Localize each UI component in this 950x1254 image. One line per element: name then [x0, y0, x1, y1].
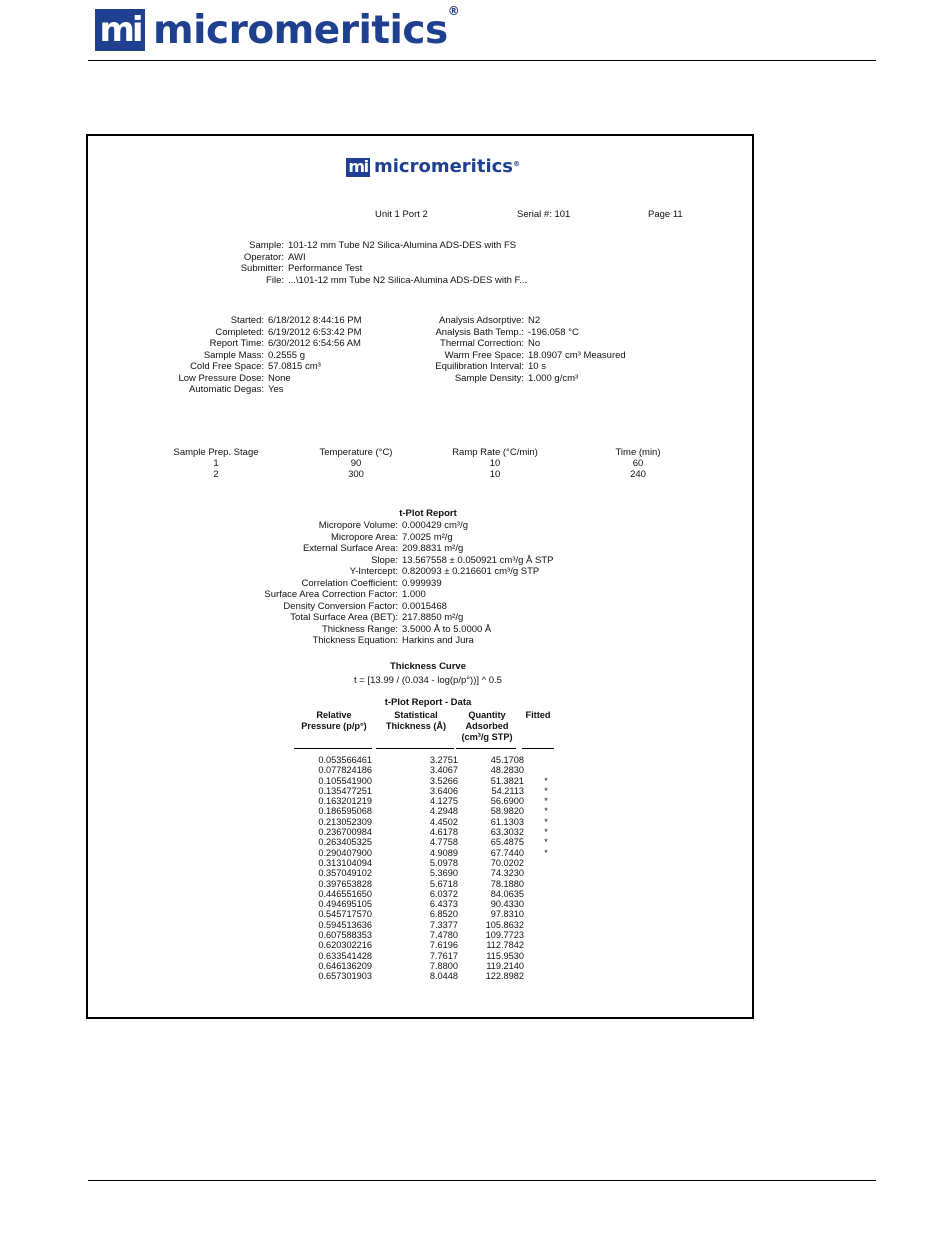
- table-row: [294, 837, 564, 847]
- table-row: [294, 920, 564, 930]
- table-row: [294, 971, 564, 981]
- fitted-cell: [528, 909, 564, 919]
- thickness-cell: 7.3377: [429, 919, 458, 930]
- quantity-cell: 109.7723: [485, 930, 524, 941]
- fitted-cell: *: [544, 816, 548, 827]
- relative-pressure-cell: 0.657301903: [318, 971, 372, 982]
- header-rule: [88, 60, 876, 61]
- thickness-cell: 7.6196: [429, 940, 458, 951]
- thickness-cell: 6.8520: [429, 909, 458, 920]
- thickness-curve-title: Thickness Curve: [389, 661, 467, 672]
- quantity-cell: 56.6900: [490, 796, 524, 807]
- fitted-cell: *: [544, 837, 548, 848]
- relative-pressure-cell: 0.135477251: [318, 785, 372, 796]
- fitted-cell: *: [544, 796, 548, 807]
- thickness-cell: 5.3690: [429, 868, 458, 879]
- relative-pressure-cell: 0.646136209: [318, 960, 372, 971]
- relative-pressure-cell: 0.163201219: [318, 796, 372, 807]
- registered-mark: ®: [447, 3, 460, 18]
- fitted-cell: *: [544, 806, 548, 817]
- thickness-cell: 5.6718: [429, 878, 458, 889]
- submitter-value: Performance Test: [288, 263, 363, 274]
- prep-cell: 300: [348, 469, 364, 480]
- table-row: [294, 889, 564, 899]
- serial-number: Serial #: 101: [517, 209, 571, 220]
- thickness-cell: 4.7758: [429, 837, 458, 848]
- fitted-cell: *: [544, 775, 548, 786]
- quantity-cell: 119.2140: [486, 960, 524, 971]
- quantity-cell: 61.1303: [490, 816, 524, 827]
- unit-port: Unit 1 Port 2: [375, 209, 428, 220]
- mi-logo-mark: mi: [95, 9, 145, 51]
- brand-name: micromeritics®: [153, 3, 460, 53]
- header-underline: [456, 748, 516, 749]
- tplot-title: t-Plot Report: [399, 508, 457, 519]
- relative-pressure-cell: 0.213052309: [318, 816, 372, 827]
- thickness-cell: 8.0448: [429, 971, 458, 982]
- thickness-cell: 4.4502: [429, 816, 458, 827]
- relative-pressure-cell: 0.290407900: [318, 847, 372, 858]
- thickness-cell: 7.4780: [429, 930, 458, 941]
- thickness-curve-equation: t = [13.99 / (0.034 - log(p/p°))] ^ 0.5: [354, 675, 502, 686]
- fitted-cell: [528, 879, 564, 889]
- relative-pressure-cell: 0.077824186: [318, 765, 372, 776]
- quantity-cell: 63.3032: [490, 827, 524, 838]
- relative-pressure-cell: 0.494695105: [318, 899, 372, 910]
- fitted-cell: [528, 971, 564, 981]
- thickness-cell: 4.1275: [429, 796, 458, 807]
- table-row: [294, 940, 564, 950]
- table-row: [294, 755, 564, 765]
- report-logo: [346, 157, 520, 177]
- table-row: [294, 899, 564, 909]
- table-row: [294, 879, 564, 889]
- relative-pressure-cell: 0.446551650: [318, 888, 372, 899]
- thickness-cell: 6.4373: [429, 899, 458, 910]
- header-underline: [294, 748, 372, 749]
- footer-rule: [88, 1180, 876, 1181]
- table-row: [294, 765, 564, 775]
- fitted-cell: [528, 961, 564, 971]
- quantity-cell: 65.4875: [490, 837, 524, 848]
- quantity-cell: 67.7440: [490, 847, 524, 858]
- thickness-cell: 6.0372: [429, 888, 458, 899]
- prep-cell: 90: [350, 458, 362, 469]
- tplot-data-title: t-Plot Report - Data: [384, 697, 472, 708]
- quantity-cell: 51.3821: [490, 775, 524, 786]
- thickness-cell: 3.5266: [429, 775, 458, 786]
- thickness-cell: 4.6178: [429, 827, 458, 838]
- prep-cell: 240: [630, 469, 646, 480]
- page-number: Page 11: [648, 209, 683, 220]
- relative-pressure-cell: 0.236700984: [318, 827, 372, 838]
- fitted-cell: [528, 755, 564, 765]
- relative-pressure-cell: 0.545717570: [318, 909, 372, 920]
- table-row: [294, 848, 564, 858]
- sample-name: 101-12 mm Tube N2 Silica-Alumina ADS-DES with FS: [288, 240, 517, 251]
- relative-pressure-cell: 0.594513636: [318, 919, 372, 930]
- tplot-results: Micropore Volume: 0.000429 cm³/g Micropore Area: 7.0025 m²/g External Surface Area: 209.8831 m²/g Slope: 13.567558 ± 0.050921 cm³/g Å STP Y-Intercept: 0.820093 ± 0.216601 cm³/g STP Correlation Coefficient: 0.999939 Surface Area Correction Factor: 1.000 Density Conversion Factor: 0.0015468 Total Surface Area (BET): 217.8850 m²/g Thickness Range: 3.5000 Å to 5.0000 Å Thickness Equation: Harkins and Jura: [264, 520, 554, 646]
- quantity-cell: 70.0202: [490, 857, 524, 868]
- relative-pressure-cell: 0.105541900: [318, 775, 372, 786]
- quantity-cell: 54.2113: [491, 785, 524, 796]
- col-quantity-adsorbed: Quantity Adsorbed (cm³/g STP): [461, 710, 513, 742]
- table-row: [294, 961, 564, 971]
- quantity-cell: 122.8982: [485, 971, 524, 982]
- col-fitted: Fitted: [525, 710, 551, 720]
- quantity-cell: 90.4330: [490, 899, 524, 910]
- header-underline: [522, 748, 554, 749]
- quantity-cell: 105.8632: [485, 919, 524, 930]
- quantity-cell: 58.9820: [490, 806, 524, 817]
- thickness-cell: 4.2948: [429, 806, 458, 817]
- relative-pressure-cell: 0.313104094: [318, 857, 372, 868]
- prep-cell: 1: [213, 458, 219, 469]
- tplot-data-table: [294, 755, 564, 982]
- table-row: [294, 858, 564, 868]
- relative-pressure-cell: 0.397653828: [318, 878, 372, 889]
- operator-value: AWI: [288, 251, 306, 263]
- report-figure: mi micromeritics® Unit 1 Port 2 Serial #: 101 Page 11 Sample: 101-12 mm Tube N2 Silica-Alumina ADS-DES with FS Operator: AWI Submitter: Performance Test File: ...\101-12 mm Tube N2 Silica-Alumina ADS-DES with F... Started: 6/18/2012 8:44:16 PM Completed: 6/19/2012 6:53:42 PM Report Time: 6/30/2012 6:54:56 AM Sample Mass: 0.2555 g Cold Free Space: 57.0815 cm³ Low Pressure Dose: None Automatic Degas: Yes Analysis Adsorptive: N2 Analysis Bath Temp.: -196.058 °C Thermal Correction: No Warm Free Space: 18.0907 cm³ Measured Equilibration Interval: 10 s Sample Density: 1.000 g/cm³ Sample Prep. Stage Temperature (°C) Ramp Rate (°C/min) Time (min) 1 90 10 60 2 300 10 240 t-Plot Report Micropore Volume: 0.000429 cm³/g Micropore Area: 7.0025 m²/g External Surface Area: 209.8831 m²/g Slope: 13.567558 ± 0.050921 cm³/g Å STP Y-Intercept: 0.820093 ± 0.216601 cm³/g STP Correlation Coefficient: 0.999939 Surface Area Correction Factor: 1.000 Density Conversion Factor: 0.0015468 Total Surface Area (BET): 217.8850 m²/g Thickness Range: 3.5000 Å to 5.0000 Å Thickness Equation: Harkins and Jura Thickness Curve t = [13.99 / (0.034 - log(p/p°))] ^ 0.5 t-Plot Report - Data Relative Pressure (p/p°) Statistical Thickness (Å) Quantity Adsorbed (cm³/g STP) Fitted 0.053566461 3.2751 45.1708 0.077824186 3.4067 48.2830 0.105541900 3.5266 51.3821 * 0.135477251 3.6406 54.2113 * 0.163201219 4.1275 56.6900 * 0.186595068 4.2948 58.9820 * 0.213052309 4.4502 61.1303 * 0.236700984 4.6178 63.3032 * 0.263405325 4.7758 65.4875 * 0.290407900 4.9089 67.7440 * 0.313104094 5.0978 70.0202 0.357049102 5.3690 74.3230 0.397653828 5.6718 78.1880 0.446551650 6.0372 84.0635 0.494695105 6.4373 90.4330 0.545717570 6.8520 97.8310 0.594513636 7.3377 105.8632 0.607588353 7.4780 109.7723 0.620302216 7.6196 112.7842 0.633541428 7.7617 115.9530 0.646136209 7.8800 119.2140 0.657301903 8.0448 122.8982: [86, 134, 754, 1019]
- header-underline: [376, 748, 454, 749]
- table-row: [294, 868, 564, 878]
- col-relative-pressure: Relative Pressure (p/p°): [301, 710, 367, 731]
- quantity-cell: 48.2830: [490, 765, 524, 776]
- relative-pressure-cell: 0.186595068: [318, 806, 372, 817]
- file-value: ...\101-12 mm Tube N2 Silica-Alumina ADS-DES with F...: [288, 274, 528, 286]
- relative-pressure-cell: 0.620302216: [318, 940, 372, 951]
- fitted-cell: [528, 868, 564, 878]
- thickness-cell: 3.4067: [429, 765, 458, 776]
- table-row: [294, 930, 564, 940]
- table-row: [294, 776, 564, 786]
- fitted-cell: [528, 951, 564, 961]
- relative-pressure-cell: 0.053566461: [318, 755, 372, 765]
- thickness-cell: 3.2751: [429, 755, 458, 765]
- report-mi-logo-mark: mi: [346, 158, 370, 177]
- table-row: [294, 796, 564, 806]
- quantity-cell: 78.1880: [490, 878, 524, 889]
- prep-cell: 10: [489, 469, 501, 480]
- fitted-cell: *: [544, 827, 548, 838]
- micromeritics-logo: [95, 3, 460, 53]
- relative-pressure-cell: 0.633541428: [318, 950, 372, 961]
- fitted-cell: [528, 765, 564, 775]
- thickness-cell: 7.8800: [429, 960, 458, 971]
- fitted-cell: *: [544, 785, 548, 796]
- fitted-cell: [528, 899, 564, 909]
- table-row: [294, 909, 564, 919]
- quantity-cell: 74.3230: [490, 868, 524, 879]
- prep-cell: 60: [632, 458, 644, 469]
- quantity-cell: 45.1708: [490, 755, 524, 765]
- thickness-cell: 4.9089: [429, 847, 458, 858]
- run-info-right: Analysis Adsorptive: N2 Analysis Bath Temp.: -196.058 °C Thermal Correction: No Warm Free Space: 18.0907 cm³ Measured Equilibration Interval: 10 s Sample Density: 1.000 g/cm³: [435, 315, 626, 384]
- fitted-cell: [528, 920, 564, 930]
- report-brand-name: micromeritics®: [374, 156, 521, 178]
- fitted-cell: [528, 889, 564, 899]
- quantity-cell: 97.8310: [490, 909, 524, 920]
- fitted-cell: *: [544, 847, 548, 858]
- thickness-cell: 5.0978: [429, 857, 458, 868]
- table-row: [294, 827, 564, 837]
- relative-pressure-cell: 0.263405325: [318, 837, 372, 848]
- relative-pressure-cell: 0.357049102: [318, 868, 372, 879]
- sample-info: Sample: 101-12 mm Tube N2 Silica-Alumina ADS-DES with FS Operator: AWI Submitter: Performance Test File: ...\101-12 mm Tube N2 Silica-Alumina ADS-DES with F...: [240, 240, 528, 286]
- run-info-left: Started: 6/18/2012 8:44:16 PM Completed: 6/19/2012 6:53:42 PM Report Time: 6/30/2012 6:54:56 AM Sample Mass: 0.2555 g Cold Free Space: 57.0815 cm³ Low Pressure Dose: None Automatic Degas: Yes: [178, 315, 362, 395]
- relative-pressure-cell: 0.607588353: [318, 930, 372, 941]
- table-row: [294, 951, 564, 961]
- quantity-cell: 84.0635: [490, 888, 524, 899]
- quantity-cell: 112.7842: [486, 940, 524, 951]
- col-statistical-thickness: Statistical Thickness (Å): [385, 710, 447, 731]
- prep-cell: 10: [489, 458, 501, 469]
- fitted-cell: [528, 858, 564, 868]
- table-row: [294, 806, 564, 816]
- thickness-cell: 7.7617: [429, 950, 458, 961]
- table-row: [294, 786, 564, 796]
- prep-cell: 2: [213, 469, 219, 480]
- thickness-cell: 3.6406: [429, 785, 458, 796]
- table-row: [294, 817, 564, 827]
- quantity-cell: 115.9530: [486, 950, 524, 961]
- fitted-cell: [528, 930, 564, 940]
- fitted-cell: [528, 940, 564, 950]
